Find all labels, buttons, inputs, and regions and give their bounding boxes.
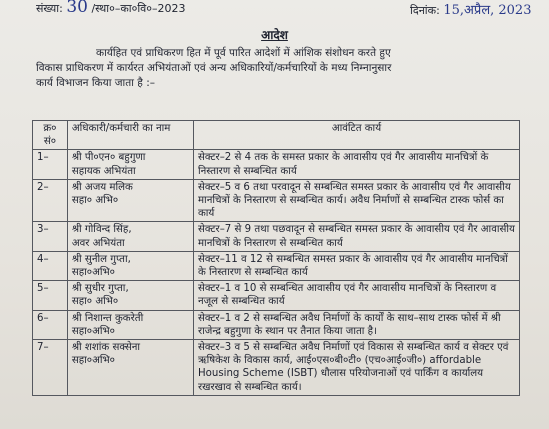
officer-name: श्री सुनील गुप्ता, xyxy=(71,253,131,265)
row-officer xyxy=(67,251,193,280)
table-row xyxy=(33,179,520,222)
row-sno: 5– xyxy=(33,281,68,310)
intro-paragraph xyxy=(36,46,514,91)
row-sno: 2– xyxy=(33,179,68,222)
row-work: सेक्टर–3 व 5 से सम्बन्धित अवैध निर्माणों एवं विकास से सम्बन्धित कार्य व सेक्टर एवं ऋषिकेश के विकास कार्य, आई०एस०बी०टी० (एच०आई०जी०) affordable Housing Scheme (ISBT) धौलास परियोजनाओं एवं पार्किंग व कार्यालय रखरखाव से सम्बन्धित कार्य। xyxy=(193,340,519,396)
row-work: सेक्टर–11 व 12 से सम्बन्धित समस्त प्रकार के आवासीय एवं गैर आवासीय मानचित्रों के निस्तारण से सम्बन्धित कार्य xyxy=(193,251,519,280)
officer-name: श्री पी०एन० बहुगुणा xyxy=(71,152,146,164)
row-officer xyxy=(67,281,193,310)
row-sno: 4– xyxy=(33,251,68,280)
officer-designation: सहा० अभि० xyxy=(71,195,119,207)
header-work: आवंटित कार्य xyxy=(193,121,519,150)
row-officer xyxy=(67,150,193,179)
order-date-value: 15,अप्रैल, 2023 xyxy=(443,3,532,18)
order-title: आदेश xyxy=(261,28,288,42)
officer-designation: सहा० अभि० xyxy=(71,296,119,308)
order-reference: /स्था०–का०वि०–2023 xyxy=(91,2,186,15)
row-sno: 3– xyxy=(33,222,68,251)
officer-name: श्री अजय मलिक xyxy=(71,181,133,193)
table-header-row xyxy=(33,121,520,150)
row-sno: 1– xyxy=(33,150,68,179)
row-work: सेक्टर–2 से 4 तक के समस्त प्रकार के आवासीय एवं गैर आवासीय मानचित्रों के निस्तारण से सम्बन्धित कार्य xyxy=(193,150,519,179)
order-date-label: दिनांक: xyxy=(410,4,440,17)
row-work: सेक्टर–1 व 2 से सम्बन्धित अवैध निर्माणों के कार्यों के साथ–साथ टास्क फोर्स में श्री राजेन्द्र बहुगुणा के स्थान पर तैनात किया जाता है। xyxy=(193,310,519,339)
order-number-value: 30 xyxy=(66,0,88,17)
row-officer xyxy=(67,179,193,222)
order-date xyxy=(410,0,531,18)
intro-line-3: कार्य विभाजन किया जाता है :– xyxy=(36,77,156,89)
officer-designation: सहा०अभि० xyxy=(71,267,115,279)
officer-name: श्री गोविन्द सिंह, xyxy=(71,224,132,236)
row-work: सेक्टर–5 व 6 तथा परवादून से सम्बन्धित समस्त प्रकार के आवासीय एवं गैर आवासीय मानचित्रों के निस्तारण से सम्बन्धित कार्य। अवैध निर्माणों से सम्बन्धित टास्क फोर्स का कार्य xyxy=(193,179,519,222)
table-row xyxy=(33,222,520,251)
row-officer xyxy=(67,222,193,251)
table-row xyxy=(33,281,520,310)
intro-line-2: विकास प्राधिकरण में कार्यरत अभियंताओं एवं अन्य अधिकारियों/कर्मचारियों के मध्य निम्नानुसार xyxy=(36,62,392,74)
row-sno: 7– xyxy=(33,340,68,396)
officer-designation: अवर अभियंता xyxy=(71,237,125,249)
table-row xyxy=(33,340,520,396)
officer-designation: सहायक अभियंता xyxy=(71,165,136,177)
row-sno: 6– xyxy=(33,310,68,339)
officer-name: श्री निशान्त कुकरेती xyxy=(71,312,144,324)
table-row xyxy=(33,310,520,339)
work-allocation-table xyxy=(32,120,520,396)
header-sno: क्र० सं० xyxy=(33,121,68,150)
order-header xyxy=(0,0,549,18)
order-number xyxy=(36,0,186,16)
officer-name: श्री शशांक सक्सेना xyxy=(71,342,141,354)
table-row xyxy=(33,150,520,179)
row-work: सेक्टर–7 से 9 तथा पछवादून से सम्बन्धित समस्त प्रकार के आवासीय एवं गैर आवासीय मानचित्रों के निस्तारण से सम्बन्धित कार्य xyxy=(193,222,519,251)
header-officer: अधिकारी/कर्मचारी का नाम xyxy=(67,121,193,150)
row-officer xyxy=(67,340,193,396)
intro-line-1: कार्यहित एवं प्राधिकरण हित में पूर्व पारित आदेशों में आंशिक संशोधन करते हुए xyxy=(96,47,391,59)
order-number-label: संख्या: xyxy=(36,2,63,15)
row-officer xyxy=(67,310,193,339)
officer-name: श्री सुधीर गुप्ता, xyxy=(71,283,129,295)
row-work: सेक्टर–1 व 10 से सम्बन्धित आवासीय एवं गैर आवासीय मानचित्रों के निस्तारण व नजूल से सम्बन्धित कार्य xyxy=(193,281,519,310)
officer-designation: सहा०अभि० xyxy=(71,355,115,367)
officer-designation: सहा०अभि० xyxy=(71,325,115,337)
table-row xyxy=(33,251,520,280)
